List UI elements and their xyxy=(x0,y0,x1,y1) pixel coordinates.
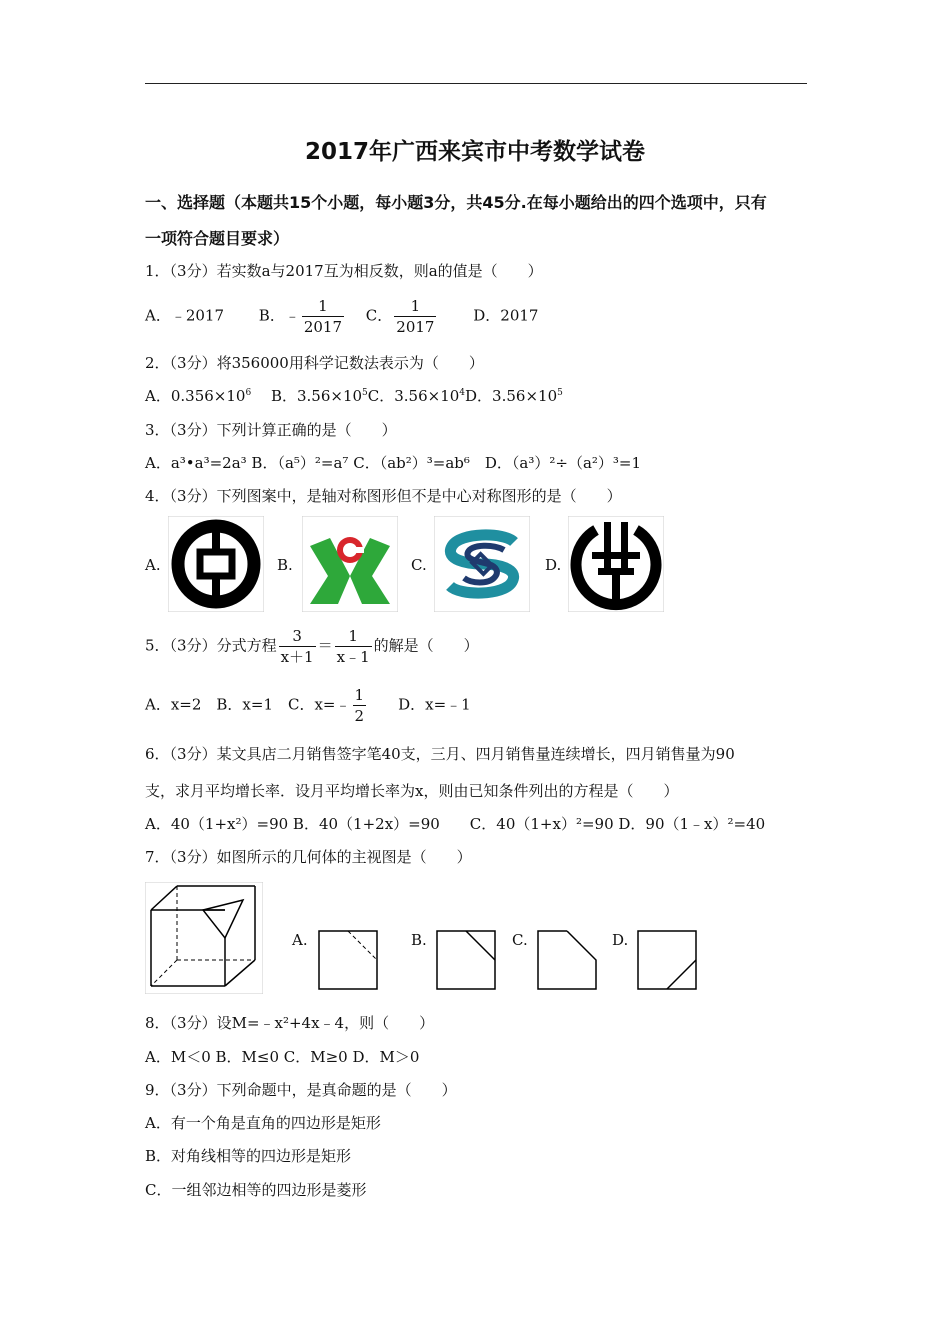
q2-option-b: B．3.56×10 xyxy=(270,387,363,405)
q7-option-d-view xyxy=(635,928,701,994)
exponent: 6 xyxy=(245,388,252,398)
q4-stem: 4．（3分）下列图案中，是轴对称图形但不是中心对称图形的是（ ） xyxy=(145,487,622,505)
equals-sign: ＝ xyxy=(317,636,333,655)
q7-option-a-view xyxy=(316,928,382,994)
q9-option-b: B．对角线相等的四边形是矩形 xyxy=(145,1147,352,1165)
q9-option-a: A．有一个角是直角的四边形是矩形 xyxy=(145,1114,381,1132)
q2-stem: 2．（3分）将356000用科学记数法表示为（ ） xyxy=(145,354,484,372)
q7-label-b: B. xyxy=(411,931,427,949)
fraction-numerator: 1 xyxy=(318,297,328,315)
q6-options: A．40（1+x²）=90 B．40（1+2x）=90 C．40（1+x）²=90 D．90（1﹣x）²=40 xyxy=(145,815,766,833)
q7-solid-figure xyxy=(145,882,263,994)
q3-stem: 3．（3分）下列计算正确的是（ ） xyxy=(145,421,397,439)
q1-option-b-fraction xyxy=(302,296,344,337)
section-heading-line1: 一、选择题（本题共15个小题，每小题3分，共45分.在每小题给出的四个选项中，只有 xyxy=(145,193,767,212)
q5-options xyxy=(145,685,471,726)
q9-stem: 9．（3分）下列命题中，是真命题的是（ ） xyxy=(145,1081,457,1099)
q3-options: A．a³•a³=2a³ B．（a⁵）²=a⁷ C．（ab²）³=ab⁶ D．（a³）²÷（a²）³=1 xyxy=(145,454,642,472)
fraction-numerator: 3 xyxy=(292,627,302,645)
fraction-numerator: 1 xyxy=(354,686,365,704)
q9-option-c: C．一组邻边相等的四边形是菱形 xyxy=(145,1181,367,1199)
q8-stem: 8．（3分）设M=﹣x²+4x﹣4，则（ ） xyxy=(145,1014,435,1032)
q4-label-b: B. xyxy=(277,556,293,574)
page-title: 2017年广西来宾市中考数学试卷 xyxy=(304,139,645,165)
fraction-denominator: 2017 xyxy=(396,318,435,336)
q5-option-c-fraction xyxy=(353,685,367,726)
q6-stem-line1: 6．（3分）某文具店二月销售签字笔40支，三月、四月销售量连续增长，四月销售量为90 xyxy=(145,745,735,763)
q4-label-c: C. xyxy=(411,556,427,574)
section-heading-line2: 一项符合题目要求） xyxy=(145,229,290,248)
q8-options: A．M＜0 B．M≤0 C．M≥0 D．M＞0 xyxy=(145,1048,420,1066)
q4-label-a: A. xyxy=(145,556,161,574)
exponent: 4 xyxy=(459,388,466,398)
ccb-s-logo-icon xyxy=(434,516,530,612)
q4-label-d: D. xyxy=(545,556,562,574)
q1-options xyxy=(145,296,538,337)
q2-option-a: A．0.356×10 xyxy=(145,387,246,405)
q7-option-b-view xyxy=(434,928,500,994)
q1-option-b-prefix: B．﹣ xyxy=(258,306,300,325)
q5-lhs-fraction xyxy=(279,626,316,667)
q7-label-d: D. xyxy=(612,931,629,949)
q1-option-c-prefix: C． xyxy=(365,306,393,325)
fraction-denominator: x﹣1 xyxy=(336,648,370,666)
q5-rhs-fraction xyxy=(335,626,372,667)
q2-options xyxy=(145,385,563,406)
q5-option-d: D．x=﹣1 xyxy=(398,695,471,714)
fraction-numerator: 1 xyxy=(348,627,358,645)
q7-option-c-view xyxy=(535,928,601,994)
rural-credit-logo-icon xyxy=(302,516,398,612)
exponent: 5 xyxy=(362,388,368,398)
q1-option-a: A．﹣2017 xyxy=(145,306,225,325)
agricultural-bank-logo-icon xyxy=(568,516,664,612)
q2-option-d: D．3.56×10 xyxy=(465,387,558,405)
q5-options-abc: A．x=2 B．x=1 C．x=﹣ xyxy=(145,695,351,714)
q5-stem-prefix: 5．（3分）分式方程 xyxy=(145,636,277,655)
exponent: 5 xyxy=(557,388,563,398)
bank-of-china-logo-icon xyxy=(168,516,264,612)
q7-label-c: C. xyxy=(512,931,528,949)
q5-stem-suffix: 的解是（ ） xyxy=(373,636,479,655)
q6-stem-line2: 支，求月平均增长率．设月平均增长率为x，则由已知条件列出的方程是（ ） xyxy=(145,782,679,800)
q1-option-d: D．2017 xyxy=(473,306,539,325)
q7-label-a: A. xyxy=(292,931,308,949)
fraction-denominator: 2017 xyxy=(303,318,343,336)
q1-stem: 1．（3分）若实数a与2017互为相反数，则a的值是（ ） xyxy=(145,262,543,280)
q1-option-c-fraction xyxy=(394,296,436,337)
q2-option-c: C．3.56×10 xyxy=(367,387,460,405)
q5-stem xyxy=(145,626,479,667)
q7-stem: 7．（3分）如图所示的几何体的主视图是（ ） xyxy=(145,848,472,866)
fraction-numerator: 1 xyxy=(410,297,421,315)
fraction-denominator: x＋1 xyxy=(280,648,314,666)
fraction-denominator: 2 xyxy=(354,707,365,725)
header-rule xyxy=(145,83,807,84)
